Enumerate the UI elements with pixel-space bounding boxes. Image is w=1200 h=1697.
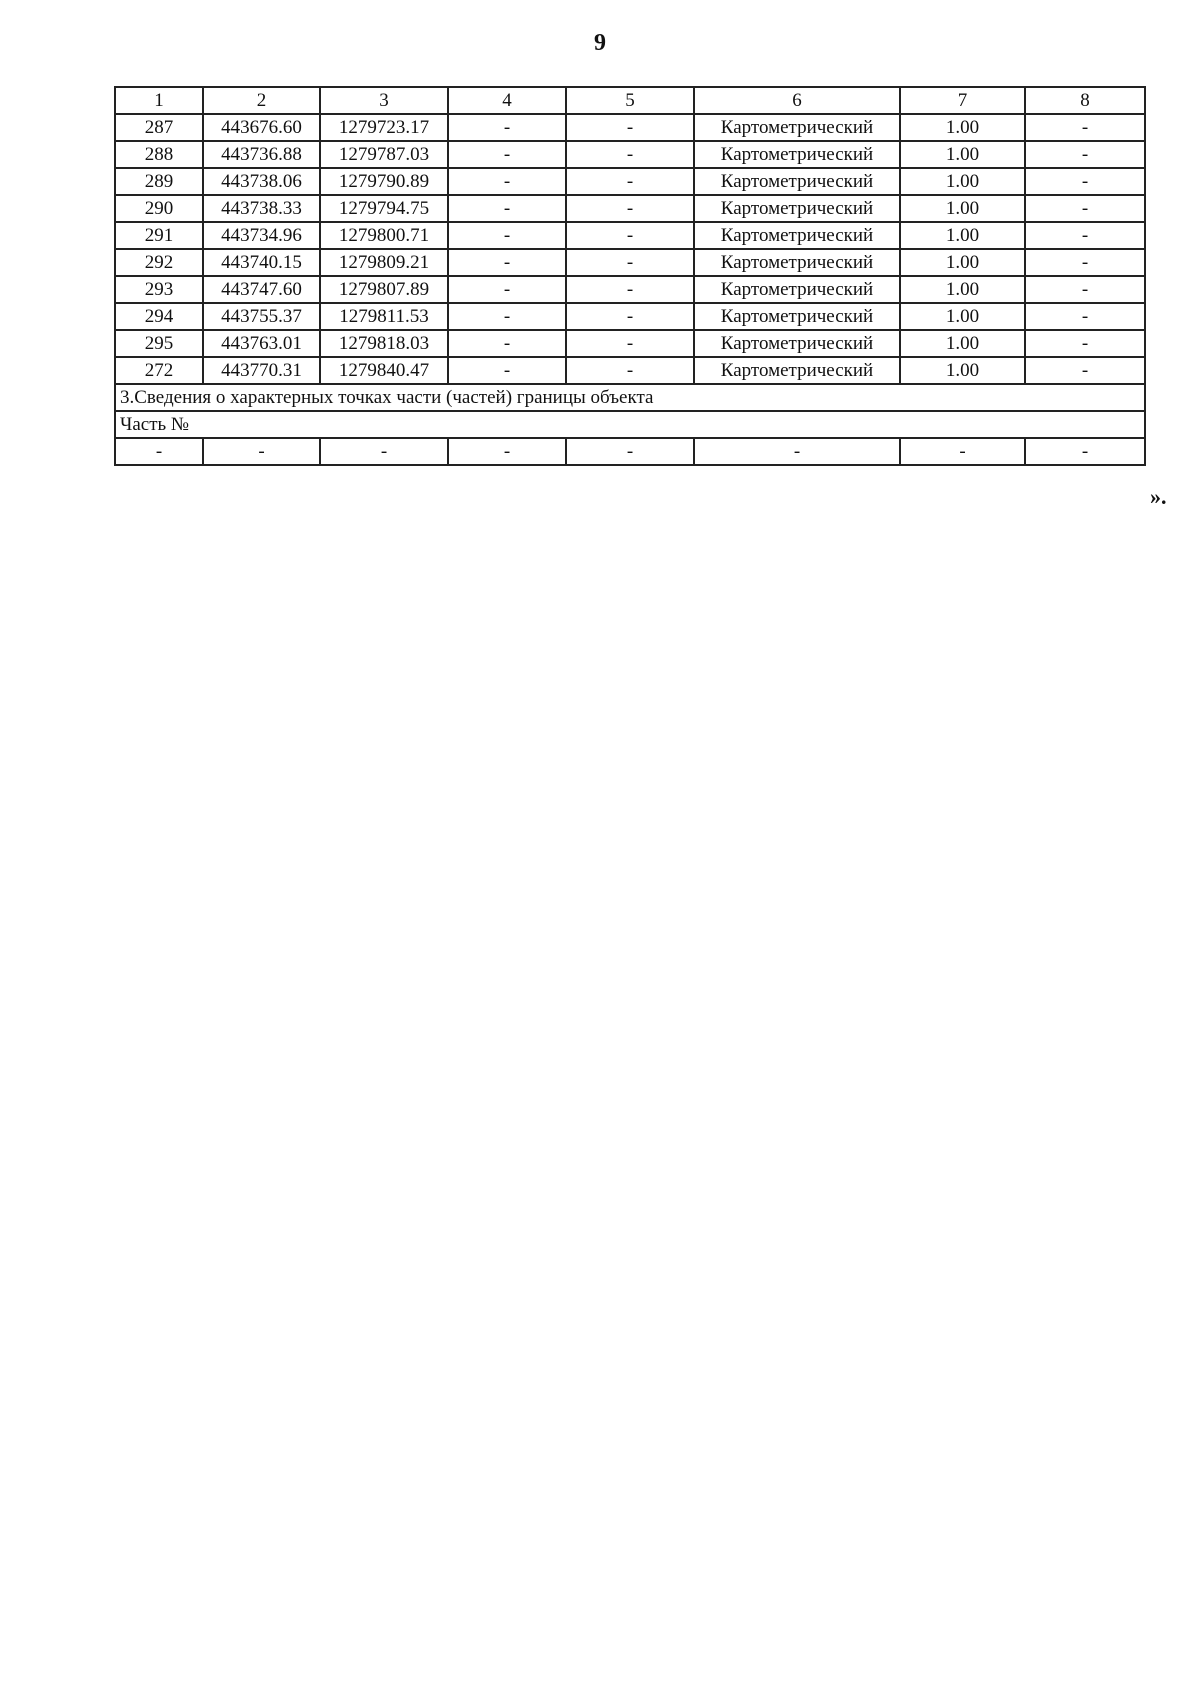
table-cell: Картометрический — [694, 330, 900, 357]
table-cell: 443755.37 — [203, 303, 320, 330]
table-cell: 1279811.53 — [320, 303, 448, 330]
table-cell: - — [566, 141, 694, 168]
table-cell: - — [1025, 114, 1145, 141]
table-cell: - — [1025, 195, 1145, 222]
table-cell: 1279794.75 — [320, 195, 448, 222]
table-cell: - — [448, 438, 566, 465]
table-cell: Картометрический — [694, 249, 900, 276]
header-cell: 4 — [448, 87, 566, 114]
table-cell: 295 — [115, 330, 203, 357]
table-cell: 443738.33 — [203, 195, 320, 222]
table-cell: - — [1025, 438, 1145, 465]
table-cell: - — [1025, 141, 1145, 168]
table-cell: 1.00 — [900, 303, 1025, 330]
empty-row — [115, 438, 1145, 465]
table-cell: Картометрический — [694, 168, 900, 195]
table-cell: - — [448, 357, 566, 384]
table-cell: 272 — [115, 357, 203, 384]
table-body — [115, 87, 1145, 465]
header-cell: 2 — [203, 87, 320, 114]
table-cell: 1279809.21 — [320, 249, 448, 276]
table-cell: - — [448, 168, 566, 195]
table-cell: 1.00 — [900, 195, 1025, 222]
table-cell: 291 — [115, 222, 203, 249]
table-cell: 1279790.89 — [320, 168, 448, 195]
table-cell: Картометрический — [694, 141, 900, 168]
table-cell: 443763.01 — [203, 330, 320, 357]
table-cell: 293 — [115, 276, 203, 303]
table-cell: 443747.60 — [203, 276, 320, 303]
header-cell: 6 — [694, 87, 900, 114]
table-cell: 1279800.71 — [320, 222, 448, 249]
table-cell: 294 — [115, 303, 203, 330]
table-cell: - — [320, 438, 448, 465]
header-cell: 7 — [900, 87, 1025, 114]
table-cell: 443734.96 — [203, 222, 320, 249]
table-cell: - — [1025, 276, 1145, 303]
table-cell: - — [448, 114, 566, 141]
table-cell: 1.00 — [900, 141, 1025, 168]
table-cell: - — [900, 438, 1025, 465]
table-cell: 287 — [115, 114, 203, 141]
table-cell: - — [448, 330, 566, 357]
table-cell: - — [566, 222, 694, 249]
table-cell: - — [448, 195, 566, 222]
coordinates-table — [114, 86, 1146, 466]
page-number: 9 — [594, 30, 606, 56]
table-row — [115, 249, 1145, 276]
header-cell: 8 — [1025, 87, 1145, 114]
table-cell: - — [1025, 330, 1145, 357]
table-cell: 443740.15 — [203, 249, 320, 276]
table-cell: 1.00 — [900, 276, 1025, 303]
header-cell: 3 — [320, 87, 448, 114]
table-cell: 1.00 — [900, 330, 1025, 357]
table-cell: - — [566, 168, 694, 195]
table-cell: 292 — [115, 249, 203, 276]
table-cell: 443736.88 — [203, 141, 320, 168]
header-cell: 5 — [566, 87, 694, 114]
table-wrap — [114, 86, 1146, 466]
table-row — [115, 195, 1145, 222]
table-cell: - — [1025, 168, 1145, 195]
table-cell: 1279840.47 — [320, 357, 448, 384]
table-cell: 288 — [115, 141, 203, 168]
section-title: 3.Сведения о характерных точках части (частей) границы объекта — [115, 384, 1145, 411]
header-cell: 1 — [115, 87, 203, 114]
part-label: Часть № — [115, 411, 1145, 438]
table-cell: 1.00 — [900, 222, 1025, 249]
table-row — [115, 141, 1145, 168]
table-cell: Картометрический — [694, 195, 900, 222]
table-row — [115, 168, 1145, 195]
table-row — [115, 357, 1145, 384]
table-cell: 1.00 — [900, 168, 1025, 195]
table-cell: - — [1025, 303, 1145, 330]
table-cell: - — [115, 438, 203, 465]
table-cell: - — [448, 141, 566, 168]
table-cell: 290 — [115, 195, 203, 222]
table-cell: 443738.06 — [203, 168, 320, 195]
table-cell: - — [448, 249, 566, 276]
table-cell: - — [566, 114, 694, 141]
table-cell: - — [1025, 249, 1145, 276]
table-cell: Картометрический — [694, 222, 900, 249]
table-cell: - — [566, 438, 694, 465]
table-cell: 289 — [115, 168, 203, 195]
table-cell: - — [1025, 357, 1145, 384]
table-cell: 1.00 — [900, 114, 1025, 141]
table-cell: - — [566, 330, 694, 357]
table-cell: 443676.60 — [203, 114, 320, 141]
section-title-row — [115, 384, 1145, 411]
table-cell: - — [1025, 222, 1145, 249]
closing-quote-mark: ». — [1150, 484, 1167, 509]
table-cell: 1.00 — [900, 249, 1025, 276]
table-cell: - — [566, 195, 694, 222]
table-cell: - — [694, 438, 900, 465]
table-cell: Картометрический — [694, 303, 900, 330]
table-cell: - — [448, 276, 566, 303]
table-cell: - — [566, 303, 694, 330]
table-cell: 443770.31 — [203, 357, 320, 384]
table-cell: Картометрический — [694, 276, 900, 303]
table-cell: Картометрический — [694, 114, 900, 141]
table-cell: 1.00 — [900, 357, 1025, 384]
table-row — [115, 222, 1145, 249]
table-row — [115, 276, 1145, 303]
table-cell: Картометрический — [694, 357, 900, 384]
table-cell: - — [448, 222, 566, 249]
table-cell: - — [566, 249, 694, 276]
part-label-row — [115, 411, 1145, 438]
table-cell: 1279787.03 — [320, 141, 448, 168]
table-row — [115, 114, 1145, 141]
table-cell: 1279807.89 — [320, 276, 448, 303]
table-row — [115, 330, 1145, 357]
table-cell: - — [566, 357, 694, 384]
table-cell: 1279818.03 — [320, 330, 448, 357]
table-row — [115, 303, 1145, 330]
table-cell: 1279723.17 — [320, 114, 448, 141]
table-cell: - — [448, 303, 566, 330]
table-cell: - — [203, 438, 320, 465]
header-row — [115, 87, 1145, 114]
table-cell: - — [566, 276, 694, 303]
